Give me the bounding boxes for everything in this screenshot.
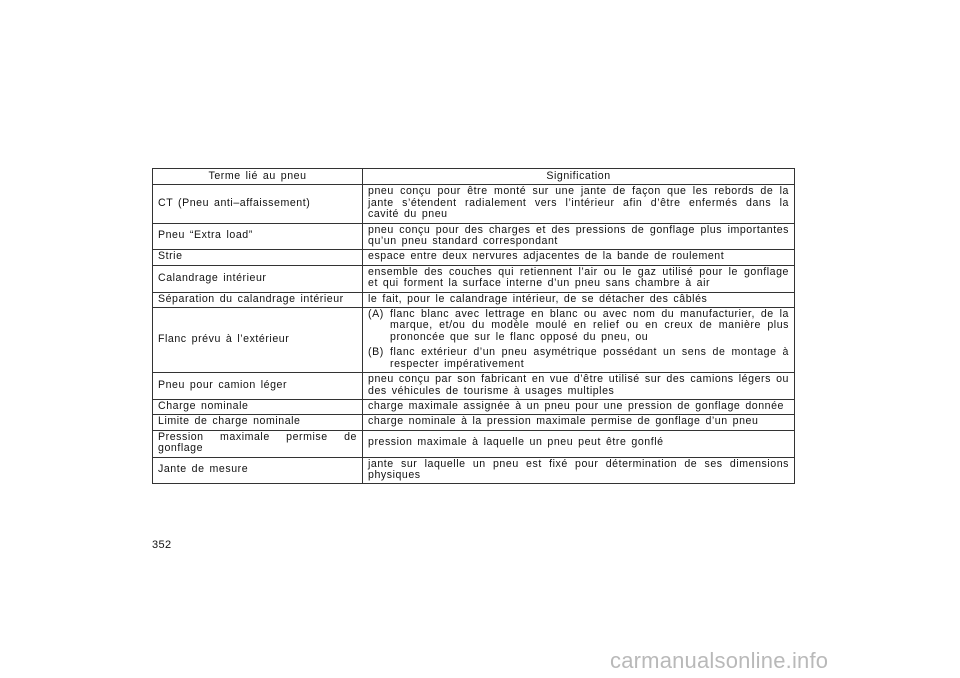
term-cell: Jante de mesure: [153, 457, 363, 484]
term-cell: Flanc prévu à l’extérieur: [153, 308, 363, 373]
column-header-term: Terme lié au pneu: [153, 169, 363, 185]
definition-cell: [363, 308, 795, 373]
definition-cell: charge nominale à la pression maximale permise de gonflage d’un pneu: [363, 415, 795, 430]
definition-option: [368, 347, 789, 370]
definition-cell: le fait, pour le calandrage intérieur, de se détacher des câblés: [363, 292, 795, 307]
option-marker: (A): [368, 308, 384, 321]
term-cell: Pneu pour camion léger: [153, 373, 363, 400]
table-row: [153, 430, 795, 457]
definition-cell: pneu conçu pour être monté sur une jante de façon que les rebords de la jante s’étendent radialement vers l’intérieur afin d’être enfermés dans la cavité du pneu: [363, 185, 795, 223]
watermark: carmanualsonline.info: [610, 648, 829, 673]
table-row: [153, 415, 795, 430]
definition-cell: espace entre deux nervures adjacentes de la bande de roulement: [363, 250, 795, 265]
page-number: 352: [152, 539, 172, 551]
term-cell: Strie: [153, 250, 363, 265]
table-row: [153, 457, 795, 484]
term-cell: Calandrage intérieur: [153, 265, 363, 292]
option-text: flanc extérieur d’un pneu asymétrique possédant un sens de montage à respecter impérativement: [390, 346, 789, 370]
definition-cell: pneu conçu pour des charges et des pressions de gonflage plus importantes qu’un pneu standard correspondant: [363, 223, 795, 250]
definition-option: [368, 309, 789, 343]
tire-terms-table: [152, 168, 795, 484]
definition-cell: pneu conçu par son fabricant en vue d’être utilisé sur des camions légers ou des véhicules de tourisme à usages multiples: [363, 373, 795, 400]
table-row: [153, 292, 795, 307]
term-cell: CT (Pneu anti–affaissement): [153, 185, 363, 223]
table-row: [153, 223, 795, 250]
column-header-meaning: Signification: [363, 169, 795, 185]
table-row: [153, 399, 795, 414]
definition-cell: ensemble des couches qui retiennent l’air ou le gaz utilisé pour le gonflage et qui forment la surface interne d’un pneu sans chambre à air: [363, 265, 795, 292]
table-row: [153, 250, 795, 265]
term-cell: Pression maximale permise de gonflage: [153, 430, 363, 457]
table-row: [153, 308, 795, 373]
definition-cell: charge maximale assignée à un pneu pour une pression de gonflage donnée: [363, 399, 795, 414]
definition-cell: pression maximale à laquelle un pneu peut être gonflé: [363, 430, 795, 457]
table-row: [153, 185, 795, 223]
table-row: [153, 373, 795, 400]
table-header-row: [153, 169, 795, 185]
term-cell: Pneu “Extra load”: [153, 223, 363, 250]
option-marker: (B): [368, 346, 384, 359]
table-row: [153, 265, 795, 292]
term-cell: Séparation du calandrage intérieur: [153, 292, 363, 307]
option-text: flanc blanc avec lettrage en blanc ou avec nom du manufacturier, de la marque, et/ou du modèle moulé en relief ou en creux de manière plus prononcée que sur le flanc opposé du pneu, ou: [390, 308, 789, 343]
definition-cell: jante sur laquelle un pneu est fixé pour détermination de ses dimensions physiques: [363, 457, 795, 484]
term-cell: Limite de charge nominale: [153, 415, 363, 430]
term-cell: Charge nominale: [153, 399, 363, 414]
